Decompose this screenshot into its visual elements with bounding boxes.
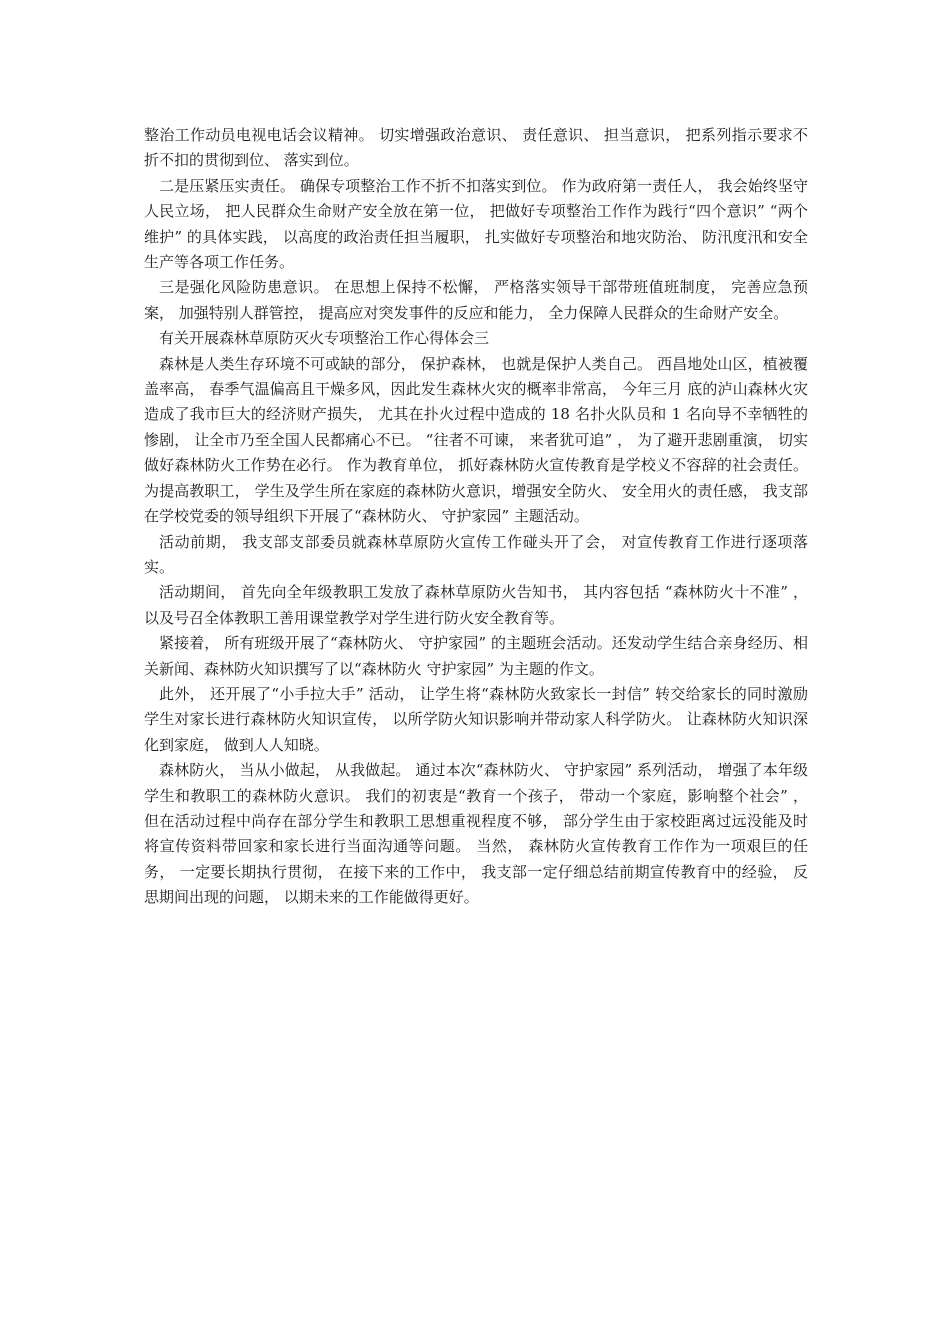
paragraph-little-hands: 此外， 还开展了“小手拉大手” 活动， 让学生将“森林防火致家长一封信” 转交给家长的同时激励学生对家长进行森林防火知识宣传， 以所学防火知识影响并带动家人科学防火。 让森林防火知识深化到家庭， 做到人人知晓。 xyxy=(144,684,808,754)
paragraph-risk-awareness: 三是强化风险防患意识。 在思想上保持不松懈， 严格落实领导干部带班值班制度， 完善应急预案， 加强特别人群管控， 提高应对突发事件的反应和能力， 全力保障人民群众的生命财产安全。 xyxy=(144,278,808,322)
paragraph-responsibility: 二是压紧压实责任。 确保专项整治工作不折不扣落实到位。 作为政府第一责任人， 我会始终坚守人民立场， 把人民群众生命财产安全放在第一位， 把做好专项整治工作作为践行“四个意识” “两个维护” 的具体实践， 以高度的政治责任担当履职， 扎实做好专项整治和地灾防治、 防汛度汛和安全生产等各项工作任务。 xyxy=(144,176,808,272)
section-heading: 有关开展森林草原防灭火专项整治工作心得体会三 xyxy=(159,329,490,348)
paragraph-during-activity: 活动期间， 首先向全年级教职工发放了森林草原防火告知书， 其内容包括 “森林防火十不准” ， 以及号召全体教职工善用课堂教学对学生进行防火安全教育等。 xyxy=(144,583,808,627)
paragraph-class-meeting: 紧接着， 所有班级开展了“森林防火、 守护家园” 的主题班会活动。还发动学生结合亲身经历、相关新闻、森林防火知识撰写了以“森林防火 守护家园” 为主题的作文。 xyxy=(144,634,808,678)
paragraph-continuation: 整治工作动员电视电话会议精神。 切实增强政治意识、 责任意识、 担当意识， 把系列指示要求不折不扣的贯彻到位、 落实到位。 xyxy=(144,126,808,170)
paragraph-pre-activity: 活动前期， 我支部支部委员就森林草原防火宣传工作碰头开了会， 对宣传教育工作进行逐项落实。 xyxy=(144,532,808,576)
paragraph-forest-intro: 森林是人类生存环境不可或缺的部分， 保护森林， 也就是保护人类自己。 西昌地处山区，植被覆盖率高， 春季气温偏高且干燥多风，因此发生森林火灾的概率非常高， 今年三月 底的泸山森林火灾造成了我市巨大的经济财产损失， 尤其在扑火过程中造成的 18 名扑火队员和 1 名向导不幸牺牲的惨剧， 让全市乃至全国人民都痛心不已。 “往者不可谏， 来者犹可追” ， 为了避开悲剧重演， 切实做好森林防火工作势在必行。 作为教育单位， 抓好森林防火宣传教育是学校义不容辞的社会责任。 为提高教职工， 学生及学生所在家庭的森林防火意识，增强安全防火、 安全用火的责任感， 我支部在学校党委的领导组织下开展了“森林防火、 守护家园” 主题活动。 xyxy=(144,354,808,526)
document-page xyxy=(144,123,808,911)
paragraph-conclusion: 森林防火， 当从小做起， 从我做起。 通过本次“森林防火、 守护家园” 系列活动， 增强了本年级学生和教职工的森林防火意识。 我们的初衷是“教育一个孩子， 带动一个家庭，影响整个社会” ， 但在活动过程中尚存在部分学生和教职工思想重视程度不够， 部分学生由于家校距离过远没能及时将宣传资料带回家和家长进行当面沟通等问题。 当然， 森林防火宣传教育工作作为一项艰巨的任务， 一定要长期执行贯彻， 在接下来的工作中， 我支部一定仔细总结前期宣传教育中的经验， 反思期间出现的问题， 以期未来的工作能做得更好。 xyxy=(144,761,808,907)
